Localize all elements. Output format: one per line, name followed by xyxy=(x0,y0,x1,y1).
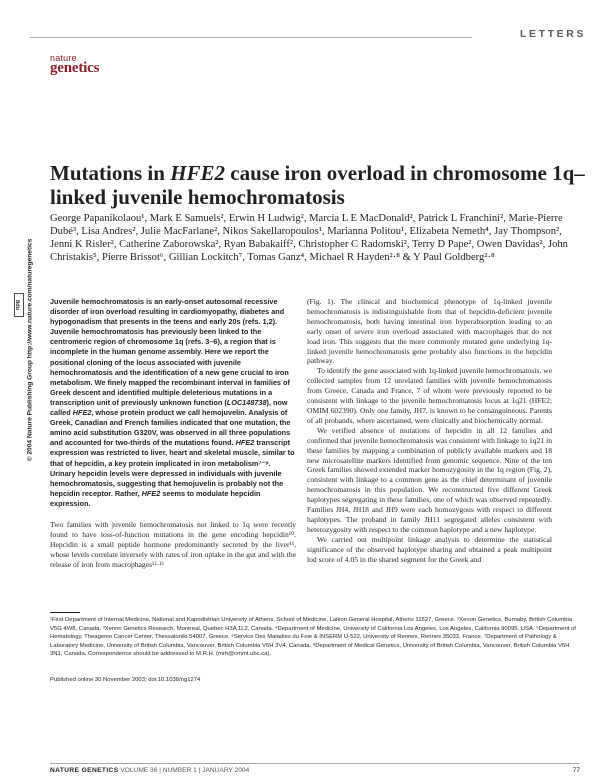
abstract xyxy=(50,297,296,509)
copyright-text: © 2004 Nature Publishing Group http://www.nature.com/naturegenetics xyxy=(26,238,34,462)
journal-logo-line2: genetics xyxy=(50,60,100,77)
npg-logo-text: npg xyxy=(15,299,21,311)
journal-logo xyxy=(50,54,99,76)
body-paragraph: To identify the gene associated with 1q-linked juvenile hemochromatosis, we collected samples from 12 unrelated families with juvenile hemochromatosis from Greece, Canada and France, 7 of whom were previously reported to be consistent with linkage to the juvenile hemochromatosis locus at 1q21 (HFE2; OMIM 602390). Only one family, JH7, is known to be consanguineous. Parents of all probands, where ascertained, were clinically and biochemically normal. xyxy=(307,366,552,425)
footer-journal: NATURE GENETICS xyxy=(50,767,119,774)
npg-logo-icon xyxy=(14,293,24,317)
article-title xyxy=(50,161,590,209)
abstract-text-4: transcript expression was restricted to liver, heart and skeletal muscle, similar to that of hepcidin, a key protein implicated in iron metabolism⁷⁻⁹. Urinary hepcidin levels were depressed in individuals with juvenile hemochromatosis, suggesting that hemojuvelin is probably not the hepcidin receptor. Rather, xyxy=(50,438,295,498)
footer-issue: VOLUME 36 | NUMBER 1 | JANUARY 2004 xyxy=(118,767,250,774)
journal-logo-line1: nature xyxy=(50,53,77,63)
right-column xyxy=(307,297,552,564)
header-rule xyxy=(30,37,472,38)
title-part2: cause iron overload in chromosome 1q–linked juvenile hemochromatosis xyxy=(50,161,585,209)
abstract-gene-3: HFE2 xyxy=(141,488,161,498)
body-paragraph: (Fig. 1). The clinical and biochemical phenotype of 1q-linked juvenile hemochromatosis is indistinguishable from that of hepcidin-deficient juvenile hemochromatosis, both having intestinal iron hyperabsorption leading to an early onset of severe iron overload associated with macrophages that do not load iron. This suggests that the more commonly mutated gene underlying 1q-linked juvenile hemochromatosis gene probably also functions in the hepcidin pathway. xyxy=(307,297,552,366)
abstract-text-5: seems to modulate hepcidin expression. xyxy=(50,488,261,508)
abstract-gene-2: HFE2 xyxy=(235,438,255,448)
body-paragraph: Two families with juvenile hemochromatosis not linked to 1q were recently found to have loss-of-function mutations in the gene encoding hepcidin¹⁰. Hepcidin is a small peptide hormone predominantly secreted by the liver¹¹, whose levels correlate inversely with rates of iron uptake in the gut and with the release of iron from macrophages¹²·¹³ xyxy=(50,519,296,569)
page-footer xyxy=(50,767,580,774)
abstract-loc: LOC148738 xyxy=(226,397,267,407)
abstract-text-1: Juvenile hemochromatosis is an early-onset autosomal recessive disorder of iron overload resulting in cardiomyopathy, diabetes and hypogonadism that presents in the teens and early 20s (refs. 1,2). Juvenile hemochromatosis has previously been linked to the centromeric region of chromosome 1q (refs. 3–6), a region that is incomplete in the human genome assembly. Here we report the positional cloning of the locus associated with juvenile hemochromatosis and the identification of a new gene crucial to iron metabolism. We finely mapped the recombinant interval in families of Greek descent and identified multiple deleterious mutations in a transcription unit of previously unknown function ( xyxy=(50,297,290,407)
abstract-gene: HFE2 xyxy=(72,408,92,418)
title-gene: HFE2 xyxy=(170,161,226,185)
body-paragraph: We carried out multipoint linkage analysis to determine the statistical significance of the observed haplotype sharing and obtained a peak multipoint lod score of 4.05 in the shared segment for the Greek and xyxy=(307,534,552,564)
affiliations: ¹First Department of Internal Medicine, National and Kapodistrian University of Athens, School of Medicine, Laikon General Hospital, Athens 11527, Greece. ²Xenon Genetics, Burnaby, British Columbia V5G 4W8, Canada. ³Xenon Genetics Research, Montreal, Quebec H3A 1L2, Canada. ⁴Department of Medicine, University of California Los Angeles, Los Angeles, California 90095, USA. ⁵Department of Hematology, Theagenio Cancer Center, Thessaloniki 54007, Greece. ⁶Service Des Maladies du Foie & INSERM U-522, University of Rennes, Rennes 35033, France. ⁷Department of Pathology & Laboratory Medicine, University of British Columbia, Vancouver, British Columbia V6H 3V4, Canada. ⁸Department of Medical Genetics, University of British Columbia, Vancouver, British Columbia V6H 3N1, Canada. Correspondence should be addressed to M.R.H. (mrh@cmmt.ubc.ca). xyxy=(50,617,576,657)
abstract-text-2: ), now called xyxy=(50,397,288,418)
publication-info: Published online 30 November 2003; doi:10.1038/ng1274 xyxy=(50,677,201,683)
section-label: LETTERS xyxy=(519,28,586,40)
page-number: 77 xyxy=(572,767,580,774)
abstract-text-3: , whose protein product we call hemojuvelin. Analysis of Greek, Canadian and French families indicated that one mutation, the amino acid substitution G320V, was observed in all three populations and accounted for two-thirds of the mutations found. xyxy=(50,408,291,448)
footnote-rule xyxy=(50,612,80,613)
author-list: George Papanikolaou¹, Mark E Samuels², Erwin H Ludwig², Marcia L E MacDonald², Patrick L Franchini², Marie-Pierre Dubé³, Lisa Andres², Julie MacFarlane², Nikos Sakellaropoulos¹, Marianna Politou¹, Elizabeta Nemeth⁴, Jay Thompson², Jenni K Risler², Catherine Zaborowska², Ryan Babakaiff², Christopher C Radomski², Terry D Pape², Owen Davidas², John Christakis⁵, Pierre Brissot⁶, Gillian Lockitch⁷, Tomas Ganz⁴, Michael R Hayden²·⁸ & Y Paul Goldberg²·⁸ xyxy=(50,213,568,264)
left-column xyxy=(50,297,296,570)
title-part1: Mutations in xyxy=(50,161,171,185)
running-header xyxy=(0,22,600,44)
body-paragraph: We verified absence of mutations of hepcidin in all 12 families and confirmed that juvenile hemochromatosis was consistent with linkage to 1q21 in these families by mapping a combination of publicly available markers and 18 new microsatellite markers identified from genomic sequence. Nine of the ten Greek families showed extended marker homozygosity in the 1q region (Fig. 2), consistent with linkage to a common gene as the chief determinant of juvenile hemochromatosis in this population. We reconstructed five different Greek haplotypes segregating in these families, one of which was observed repeatedly. Families JH4, JH18 and JH9 were each homozygous with respect to different haplotypes. The proband in family JH11 segregated alleles consistent with heterozygosity with respect to the common haplotype and a new haplotype. xyxy=(307,425,552,534)
footer-rule xyxy=(50,763,580,764)
